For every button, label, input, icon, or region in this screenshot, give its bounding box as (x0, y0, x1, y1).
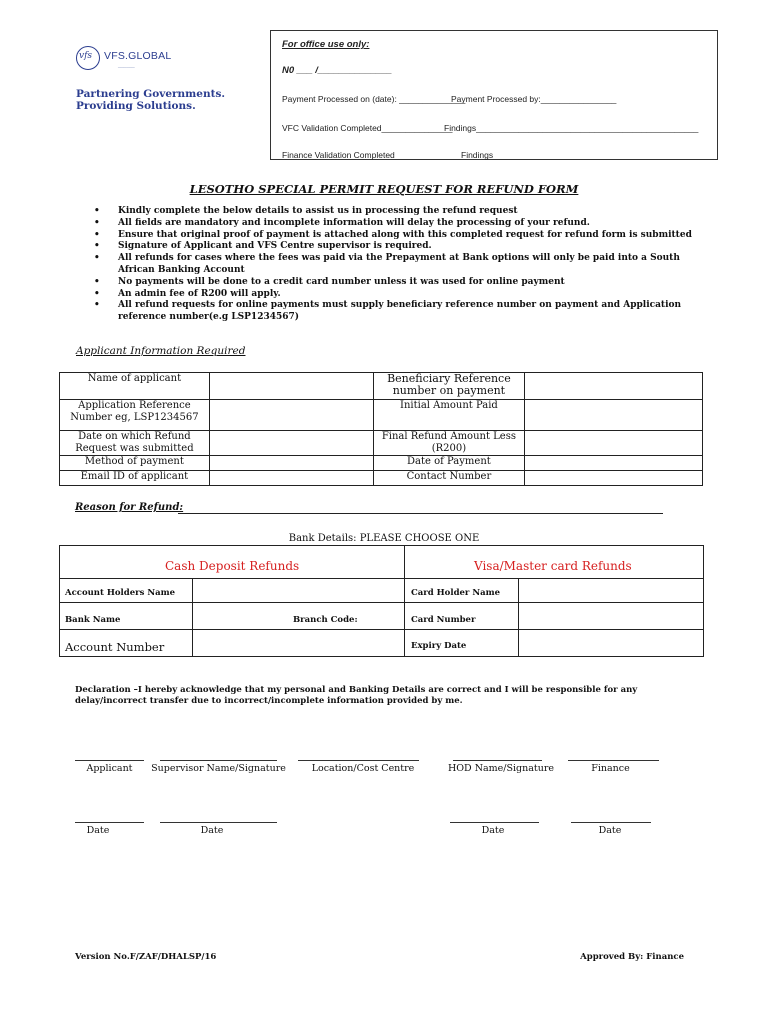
reason-label: Reason for Refund: (75, 502, 184, 513)
refund-date-label: Date on which Refund Request was submitted (60, 431, 210, 456)
table-row (60, 456, 703, 471)
office-use-box (270, 30, 718, 160)
beneficiary-ref-input[interactable] (525, 373, 703, 400)
bank-divider (404, 546, 405, 656)
bank-details-title: Bank Details: PLEASE CHOOSE ONE (288, 533, 480, 544)
hod-label: HOD Name/Signature (447, 763, 555, 774)
bank-name-label: Bank Name (65, 615, 121, 625)
tagline (76, 88, 225, 112)
applicant-label: Applicant (86, 763, 133, 774)
logo-subtext: ______ (118, 63, 135, 69)
instruction-item: • All refund requests for online payments must supply beneficiary reference number on payment and Application reference number(e.g LSP1234567) (92, 300, 702, 324)
applicant-name-label: Name of applicant (60, 373, 210, 400)
office-number-field[interactable]: N0 ___ /______________ (282, 65, 392, 76)
bank-divider (518, 578, 519, 656)
final-refund-input[interactable] (525, 431, 703, 456)
hod-date-line[interactable] (450, 822, 539, 823)
card-holder-input[interactable] (520, 579, 702, 601)
supervisor-label: Supervisor Name/Signature (151, 763, 286, 774)
hod-signature-line[interactable] (453, 760, 542, 761)
supervisor-signature-line[interactable] (160, 760, 277, 761)
form-title: LESOTHO SPECIAL PERMIT REQUEST FOR REFUND FORM (189, 182, 579, 196)
vfc-validation-field[interactable]: VFC Validation Completed_______________ (282, 123, 453, 133)
vfs-logo-icon (76, 46, 100, 70)
date-label: Date (86, 825, 110, 836)
bank-details-box (59, 545, 704, 657)
date-label: Date (200, 825, 224, 836)
approved-by: Approved By: Finance (580, 952, 684, 962)
applicant-name-input[interactable] (209, 373, 373, 400)
method-of-payment-input[interactable] (209, 456, 373, 471)
findings-field-1[interactable]: Findings_______________________________________________ (444, 123, 699, 133)
finance-date-line[interactable] (571, 822, 651, 823)
contact-number-input[interactable] (525, 471, 703, 486)
logo-name: VFS.GLOBAL (104, 50, 172, 62)
tagline-line-2: Providing Solutions. (76, 100, 196, 112)
beneficiary-ref-label: Beneficiary Reference number on payment (373, 373, 525, 400)
email-label: Email ID of applicant (60, 471, 210, 486)
office-use-title: For office use only: (282, 39, 370, 50)
method-of-payment-label: Method of payment (60, 456, 210, 471)
instructions-list (92, 206, 702, 324)
account-holder-input[interactable] (194, 579, 403, 601)
card-number-label: Card Number (411, 615, 476, 625)
applicant-date-line[interactable] (75, 822, 144, 823)
table-row (60, 431, 703, 456)
findings-field-2[interactable]: Findings (461, 150, 494, 160)
initial-amount-label: Initial Amount Paid (373, 400, 525, 431)
application-ref-input[interactable] (209, 400, 373, 431)
application-ref-label: Application Reference Number eg, LSP1234567 (60, 400, 210, 431)
table-row (60, 373, 703, 400)
finance-label: Finance (591, 763, 630, 774)
instruction-item: • An admin fee of R200 will apply. (92, 289, 702, 301)
date-label: Date (598, 825, 622, 836)
expiry-date-input[interactable] (520, 630, 702, 655)
applicant-info-heading: Applicant Information Required (76, 345, 246, 357)
declaration-text: Declaration –I hereby acknowledge that my personal and Banking Details are correct and I will be responsible for any delay/incorrect transfer due to incorrect/incomplete information provided by me. (75, 685, 638, 706)
applicant-info-table (59, 372, 703, 486)
date-of-payment-input[interactable] (525, 456, 703, 471)
instruction-item: • Ensure that original proof of payment is attached along with this completed request for refund form is submitted (92, 230, 702, 242)
table-row (60, 471, 703, 486)
email-input[interactable] (209, 471, 373, 486)
location-signature-line[interactable] (298, 760, 419, 761)
account-number-label: Account Number (65, 640, 165, 654)
instruction-item: • All fields are mandatory and incomplete information will delay the processing of your refund. (92, 218, 702, 230)
payment-processed-by-field[interactable]: Payment Processed by:________________ (451, 94, 617, 104)
cash-deposit-heading: Cash Deposit Refunds (165, 559, 300, 573)
branch-code-label: Branch Code: (293, 615, 358, 625)
date-label: Date (481, 825, 505, 836)
payment-processed-on-field[interactable]: Payment Processed on (date): ______________ (282, 94, 466, 104)
card-refund-heading: Visa/Master card Refunds (474, 559, 632, 573)
instruction-item: • All refunds for cases where the fees was paid via the Prepayment at Bank options will only be paid into a South African Banking Account (92, 253, 702, 277)
account-number-input[interactable] (194, 630, 403, 655)
finance-validation-field[interactable]: Finance Validation Completed (282, 150, 395, 160)
date-of-payment-label: Date of Payment (373, 456, 525, 471)
account-holder-label: Account Holders Name (65, 588, 176, 598)
version-number: Version No.F/ZAF/DHALSP/16 (75, 952, 217, 962)
finance-signature-line[interactable] (568, 760, 659, 761)
reason-input-line[interactable] (178, 513, 663, 514)
instruction-item: • No payments will be done to a credit card number unless it was used for online payment (92, 277, 702, 289)
supervisor-date-line[interactable] (160, 822, 277, 823)
refund-date-input[interactable] (209, 431, 373, 456)
card-holder-label: Card Holder Name (411, 588, 501, 598)
initial-amount-input[interactable] (525, 400, 703, 431)
contact-number-label: Contact Number (373, 471, 525, 486)
table-row (60, 400, 703, 431)
bank-divider (192, 578, 193, 656)
instruction-item: • Kindly complete the below details to assist us in processing the refund request (92, 206, 702, 218)
card-number-input[interactable] (520, 603, 702, 628)
applicant-signature-line[interactable] (75, 760, 144, 761)
instruction-item: • Signature of Applicant and VFS Centre supervisor is required. (92, 241, 702, 253)
expiry-date-label: Expiry Date (411, 641, 467, 651)
tagline-line-1: Partnering Governments. (76, 88, 226, 100)
final-refund-label: Final Refund Amount Less (R200) (373, 431, 525, 456)
location-label: Location/Cost Centre (311, 763, 415, 774)
